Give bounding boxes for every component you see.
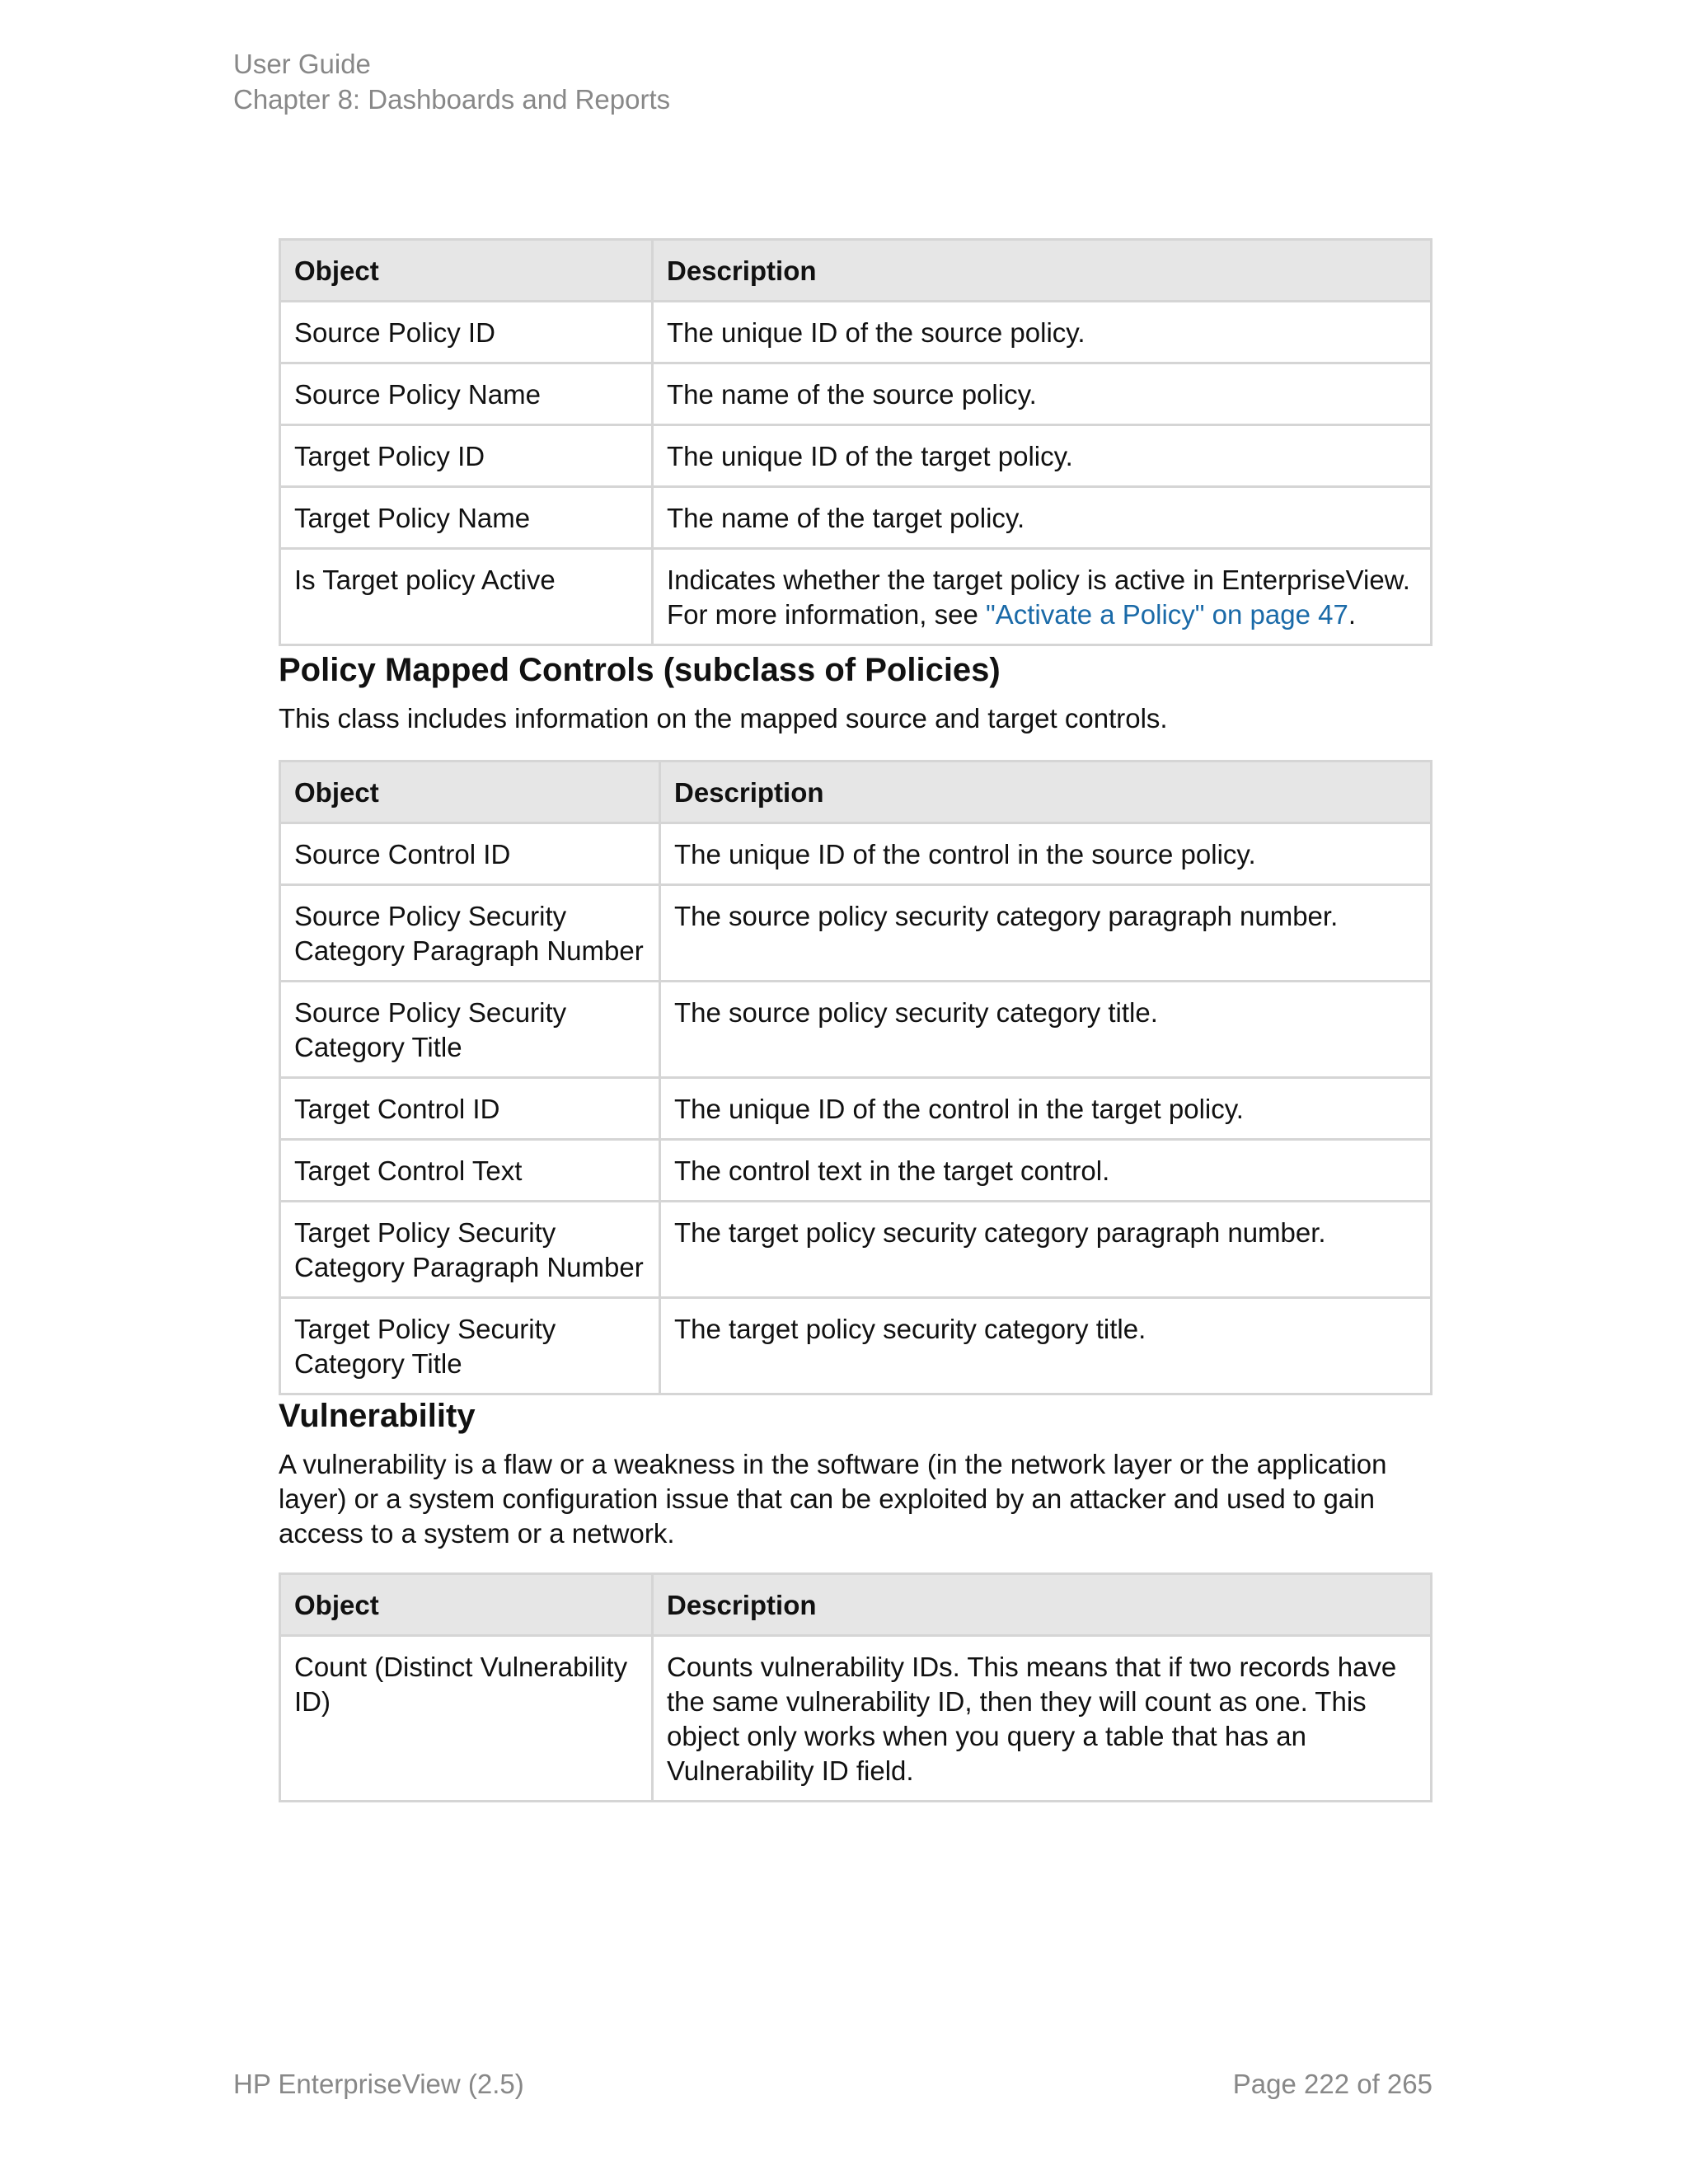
- policy-objects-table: [279, 238, 1432, 646]
- description-cell: Counts vulnerability IDs. This means that if two records have the same vulnerability ID, then they will count as one. This object only works when you query a table that has an Vulnerability ID field.: [653, 1636, 1432, 1802]
- table-row: [280, 1636, 1432, 1802]
- guide-title: User Guide: [233, 49, 371, 79]
- table-header-row: [280, 762, 1432, 823]
- object-cell: Source Control ID: [280, 823, 660, 885]
- table-row: [280, 302, 1432, 363]
- chapter-title: Chapter 8: Dashboards and Reports: [233, 84, 671, 115]
- footer-page-number: Page 222 of 265: [1232, 2069, 1432, 2099]
- description-cell: The source policy security category paragraph number.: [660, 885, 1432, 982]
- description-cell: The name of the source policy.: [653, 363, 1432, 425]
- policy-mapped-controls-heading: Policy Mapped Controls (subclass of Policies): [279, 652, 1001, 688]
- object-cell: Source Policy ID: [280, 302, 653, 363]
- table-row: [280, 823, 1432, 885]
- description-cell: The unique ID of the source policy.: [653, 302, 1432, 363]
- description-cell: The control text in the target control.: [660, 1140, 1432, 1202]
- table-row: [280, 549, 1432, 645]
- description-cell: [653, 549, 1432, 645]
- table-header-row: [280, 1574, 1432, 1636]
- table-row: [280, 487, 1432, 549]
- object-cell: Source Policy Name: [280, 363, 653, 425]
- table-row: [280, 363, 1432, 425]
- vulnerability-table: [279, 1572, 1432, 1802]
- column-header-object: Object: [280, 1574, 653, 1636]
- table-row: [280, 982, 1432, 1078]
- object-cell: Target Policy Security Category Paragraph Number: [280, 1202, 660, 1298]
- running-header: [233, 46, 670, 117]
- policy-mapped-controls-table: [279, 760, 1432, 1395]
- object-cell: Source Policy Security Category Title: [280, 982, 660, 1078]
- description-text: Indicates whether the target policy is active in EnterpriseView.: [667, 565, 1410, 595]
- table-row: [280, 1078, 1432, 1140]
- description-cell: The unique ID of the target policy.: [653, 425, 1432, 487]
- object-cell: Source Policy Security Category Paragraph Number: [280, 885, 660, 982]
- table-row: [280, 1140, 1432, 1202]
- column-header-description: Description: [653, 1574, 1432, 1636]
- description-cell: The target policy security category paragraph number.: [660, 1202, 1432, 1298]
- column-header-object: Object: [280, 762, 660, 823]
- table-row: [280, 425, 1432, 487]
- object-cell: Target Policy Name: [280, 487, 653, 549]
- footer-product: HP EnterpriseView (2.5): [233, 2069, 524, 2099]
- object-cell: Count (Distinct Vulnerability ID): [280, 1636, 653, 1802]
- more-info-suffix: .: [1348, 599, 1357, 630]
- table-header-row: [280, 240, 1432, 302]
- activate-policy-link[interactable]: "Activate a Policy" on page 47: [985, 599, 1348, 630]
- column-header-object: Object: [280, 240, 653, 302]
- table-row: [280, 885, 1432, 982]
- vulnerability-intro: A vulnerability is a flaw or a weakness in the software (in the network layer or the application layer) or a system configuration issue that can be exploited by an attacker and used to gain access to a system or a network.: [279, 1449, 1387, 1549]
- description-cell: The target policy security category title.: [660, 1298, 1432, 1394]
- object-cell: Target Policy ID: [280, 425, 653, 487]
- description-cell: The source policy security category title.: [660, 982, 1432, 1078]
- vulnerability-heading: Vulnerability: [279, 1398, 476, 1434]
- description-cell: The unique ID of the control in the target policy.: [660, 1078, 1432, 1140]
- object-cell: Target Policy Security Category Title: [280, 1298, 660, 1394]
- object-cell: Is Target policy Active: [280, 549, 653, 645]
- table-row: [280, 1202, 1432, 1298]
- object-cell: Target Control Text: [280, 1140, 660, 1202]
- object-cell: Target Control ID: [280, 1078, 660, 1140]
- description-cell: The unique ID of the control in the source policy.: [660, 823, 1432, 885]
- description-cell: The name of the target policy.: [653, 487, 1432, 549]
- column-header-description: Description: [653, 240, 1432, 302]
- policy-mapped-controls-intro: This class includes information on the mapped source and target controls.: [279, 703, 1168, 733]
- more-info-prefix: For more information, see: [667, 599, 986, 630]
- column-header-description: Description: [660, 762, 1432, 823]
- table-row: [280, 1298, 1432, 1394]
